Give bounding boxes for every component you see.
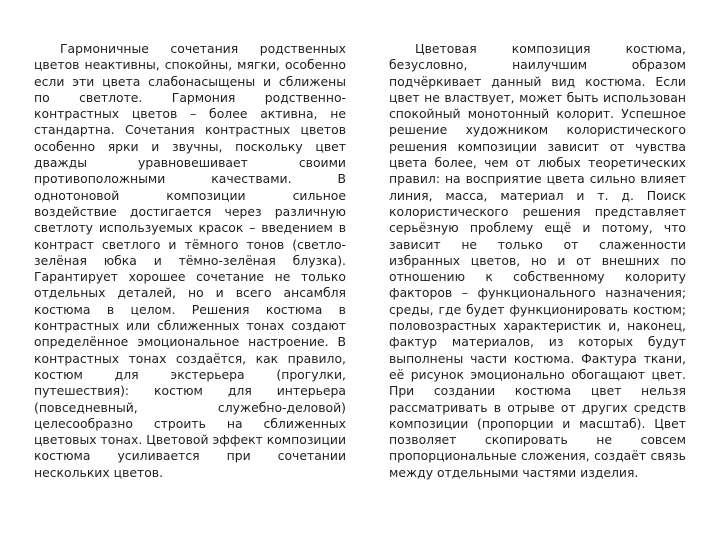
right-text-column xyxy=(389,41,686,481)
right-paragraph: Цветовая композиция костюма, безусловно, наилучшим образом подчёркивает данный вид костюма. Если цвет не властвует, может быть использован спокойный монотонный колорит. Успешное решение художником колористического решения композиции зависит от чувства цвета более, чем от любых теоретических правил: на восприятие цвета сильно влияет линия, масса, материал и т. д. Поиск колористического решения представляет серьёзную проблему ещё и потому, что зависит не только от слаженности избранных цветов, но и от внешних по отношению к собственному колориту факторов – функционального назначения; среды, где будет функционировать костюм; половозрастных характеристик и, наконец, фактур материалов, из которых будут выполнены части костюма. Фактура ткани, её рисунок эмоционально обогащают цвет. При создании костюма цвет нельзя рассматривать в отрыве от других средств композиции (пропорции и масштаб). Цвет позволяет скопировать не совсем пропорциональные сложения, создаёт связь между отдельными частями изделия. xyxy=(389,41,686,480)
left-text-column xyxy=(34,41,346,481)
left-paragraph: Гармоничные сочетания родственных цветов неактивны, спокойны, мягки, особенно если эти цвета слабонасыщены и сближены по светлоте. Гармония родственно-контрастных цветов – более активна, не стандартна. Сочетания контрастных цветов особенно ярки и звучны, поскольку цвет дважды уравновешивает своими противоположными качествами. В однотоновой композиции сильное воздействие достигается через различную светлоту используемых красок – введением в контраст светлого и тёмного тонов (светло-зелёная юбка и тёмно-зелёная блузка). Гарантирует хорошее сочетание не только отдельных деталей, но и всего ансамбля костюма в целом. Решения костюма в контрастных или сближенных тонах создают определённое эмоциональное настроение. В контрастных тонах создаётся, как правило, костюм для экстерьера (прогулки, путешествия): костюм для интерьера (повседневный, служебно-деловой) целесообразно строить на сближенных цветовых тонах. Цветовой эффект композиции костюма усиливается при сочетании нескольких цветов. xyxy=(34,41,346,480)
